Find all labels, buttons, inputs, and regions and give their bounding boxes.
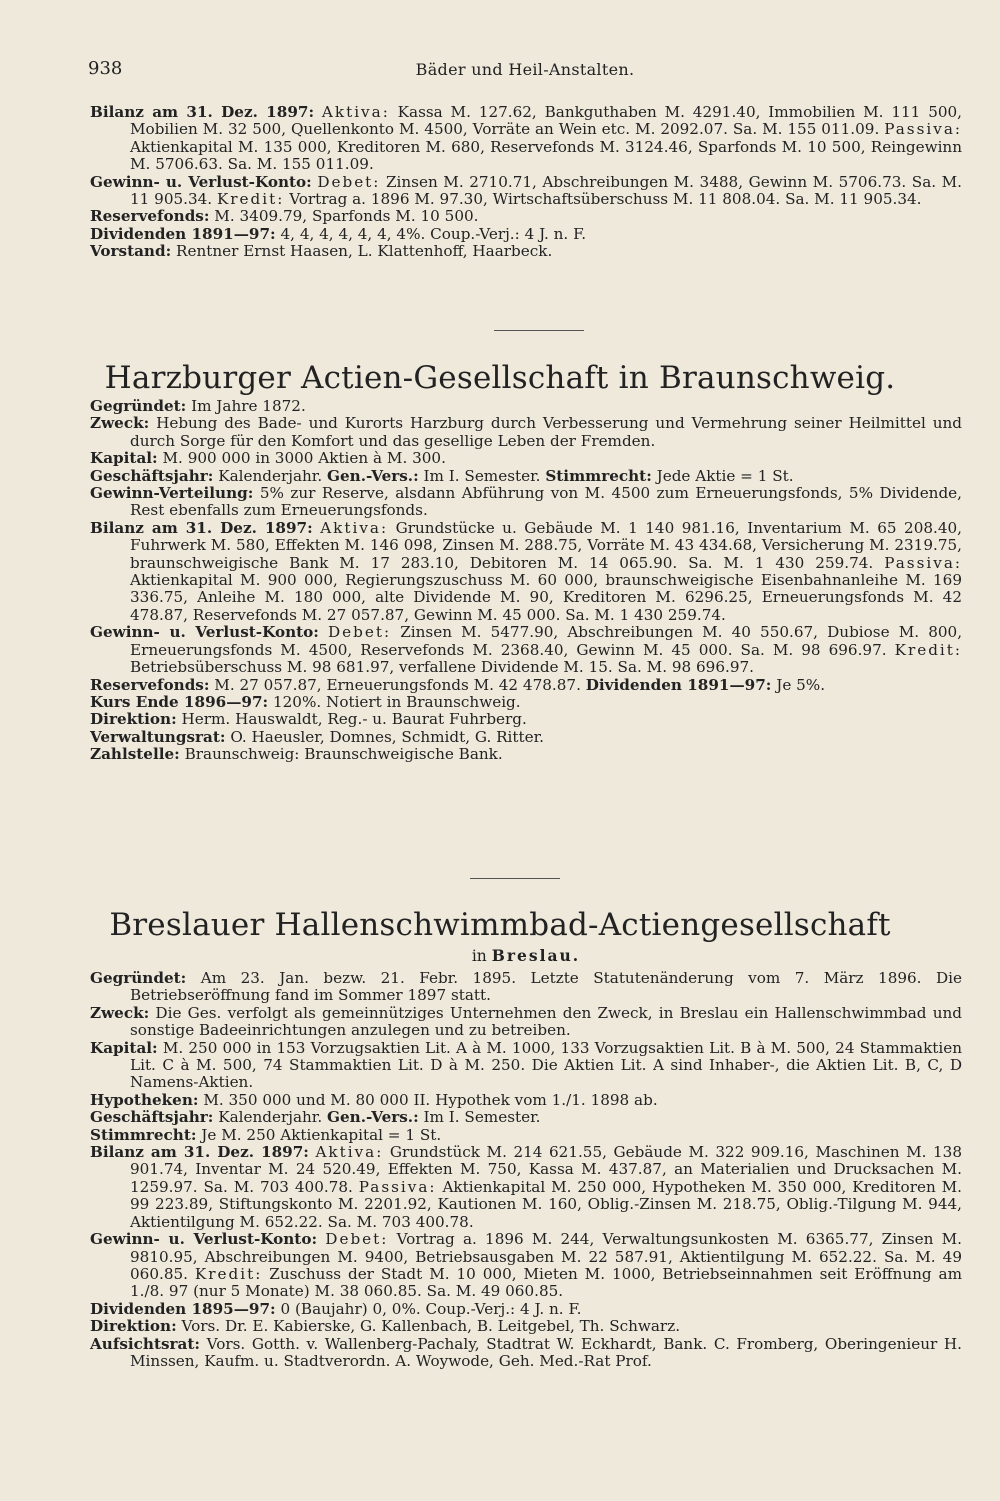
breslauer-hypotheken: Hypotheken: M. 350 000 und M. 80 000 II. Hypothek vom 1./1. 1898 ab. [90,1090,658,1109]
harzburger-gewinnverteilung: Gewinn-Verteilung: 5% zur Reserve, alsdann Abführung von M. 4500 zum Erneuerungsfonds, 5% Dividende, Rest ebenfalls zum Erneuerungsfonds. [90,484,962,520]
prev-dividenden: Dividenden 1891—97: 4, 4, 4, 4, 4, 4, 4%. Coup.-Verj.: 4 J. n. F. [90,224,587,243]
breslauer-bilanz: Bilanz am 31. Dez. 1897: Aktiva: Grundstück M. 214 621.55, Gebäude M. 322 909.16, Maschinen M. 138 901.74, Inventar M. 24 520.49, Effekten M. 750, Kassa M. 437.87, an Materialien und Drucksachen M. 1259.97. Sa. M. 703 400.78. Passiva: Aktienkapital M. 250 000, Hypotheken M. 350 000, Kreditoren M. 99 223.89, Stiftungskonto M. 2201.92, Kautionen M. 160, Oblig.-Zinsen M. 218.75, Oblig.-Tilgung M. 944, Aktientilgung M. 652.22. Sa. M. 703 400.78. [90,1143,963,1231]
prev-guv: Gewinn- u. Verlust-Konto: Debet: Zinsen M. 2710.71, Abschreibungen M. 3488, Gewinn M. 5706.73. Sa. M. 11 905.34. Kredit: Vortrag a. 1896 M. 97.30, Wirtschaftsüberschuss M. 11 808.04. Sa. M. 11 905.34. [90,172,963,209]
prev-reservefonds: Reservefonds: M. 3409.79, Sparfonds M. 10 500. [90,207,479,226]
harzburger-direktion: Direktion: Herm. Hauswaldt, Reg.- u. Baurat Fuhrberg. [90,710,527,729]
section-divider [494,330,584,331]
breslauer-entry [90,970,962,1370]
harzburger-verwaltungsrat: Verwaltungsrat: O. Haeusler, Domnes, Schmidt, G. Ritter. [90,727,545,746]
company-title-breslauer: Breslauer Hallenschwimmbad-Actiengesellschaft [109,907,891,943]
harzburger-kapital: Kapital: M. 900 000 in 3000 Aktien à M. 300. [90,449,446,468]
breslauer-dividenden: Dividenden 1895—97: 0 (Baujahr) 0, 0%. Coup.-Verj.: 4 J. n. F. [90,1299,582,1318]
harzburger-kurs: Kurs Ende 1896—97: 120%. Notiert in Braunschweig. [90,692,521,711]
previous-entry [90,104,962,261]
breslauer-gegruendet: Gegründet: Am 23. Jan. bezw. 21. Febr. 1895. Letzte Statutenänderung vom 7. März 1896. Die Betriebseröffnung fand im Sommer 1897 statt. [90,969,963,1005]
prev-bilanz: Bilanz am 31. Dez. 1897: Aktiva: Kassa M. 127.62, Bankguthaben M. 4291.40, Immobilien M. 111 500, Mobilien M. 32 500, Quellenkonto M. 4500, Vorräte an Wein etc. M. 2092.07. Sa. M. 155 011.09. Passiva: Aktienkapital M. 135 000, Kreditoren M. 680, Reservefonds M. 3124.46, Sparfonds M. 10 500, Reingewinn M. 5706.63. Sa. M. 155 011.09. [90,103,963,174]
breslauer-aufsichtsrat: Aufsichtsrat: Vors. Gotth. v. Wallenberg-Pachaly, Stadtrat W. Eckhardt, Bank. C. Fromberg, Oberingenieur H. Minssen, Kaufm. u. Stadtverordn. A. Woywode, Geh. Med.-Rat Prof. [90,1334,962,1370]
prev-vorstand: Vorstand: Rentner Ernst Haasen, L. Klattenhoff, Haarbeck. [90,242,553,261]
harzburger-bilanz: Bilanz am 31. Dez. 1897: Aktiva: Grundstücke u. Gebäude M. 1 140 981.16, Inventarium M. 65 208.40, Fuhrwerk M. 580, Effekten M. 146 098, Zinsen M. 288.75, Vorräte M. 43 434.68, Versicherung M. 2319.75, braunschweigische Bank M. 17 283.10, Debitoren M. 14 065.90. Sa. M. 1 430 259.74. Passiva: Aktienkapital M. 900 000, Regierungszuschuss M. 60 000, braunschweigische Eisenbahnanleihe M. 169 336.75, Anleihe M. 180 000, alte Dividende M. 90, Kreditoren M. 6296.25, Erneuerungsfonds M. 42 478.87, Reservefonds M. 27 057.87, Gewinn M. 45 000. Sa. M. 1 430 259.74. [90,518,963,624]
page-number: 938 [88,58,123,79]
harzburger-gegruendet: Gegründet: Im Jahre 1872. [90,397,306,415]
harzburger-zweck: Zweck: Hebung des Bade- und Kurorts Harzburg durch Verbesserung und Vermehrung seiner Heilmittel und durch Sorge für den Komfort und das gesellige Leben der Fremden. [90,414,962,450]
section-divider [470,878,560,879]
breslauer-kapital: Kapital: M. 250 000 in 153 Vorzugsaktien Lit. A à M. 1000, 133 Vorzugsaktien Lit. B à M. 500, 24 Stammaktien Lit. C à M. 500, 74 Stammaktien Lit. D à M. 250. Die Aktien Lit. A sind Inhaber-, die Aktien Lit. B, C, D Namens-Aktien. [90,1038,962,1092]
harzburger-reservefonds: Reservefonds: M. 27 057.87, Erneuerungsfonds M. 42 478.87. Dividenden 1891—97: Je 5%. [90,675,826,694]
breslauer-zweck: Zweck: Die Ges. verfolgt als gemeinnütziges Unternehmen den Zweck, in Breslau ein Hallenschwimmbad und sonstige Badeeinrichtungen anzulegen und zu betreiben. [90,1003,962,1040]
breslauer-geschaeftsjahr: Geschäftsjahr: Kalenderjahr. Gen.-Vers.: Im I. Semester. [90,1108,541,1127]
harzburger-entry [90,398,962,764]
company-title-harzburger: Harzburger Actien-Gesellschaft in Braunschweig. [104,360,896,396]
breslauer-guv: Gewinn- u. Verlust-Konto: Debet: Vortrag a. 1896 M. 244, Verwaltungsunkosten M. 6365.77, Zinsen M. 9810.95, Abschreibungen M. 9400, Betriebsausgaben M. 22 587.91, Aktientilgung M. 652.22. Sa. M. 49 060.85. Kredit: Zuschuss der Stadt M. 10 000, Mieten M. 1000, Betriebseinnahmen seit Eröffnung am 1./8. 97 (nur 5 Monate) M. 38 060.85. Sa. M. 49 060.85. [90,1230,963,1301]
company-location: in Breslau. [471,946,581,965]
harzburger-guv: Gewinn- u. Verlust-Konto: Debet: Zinsen M. 5477.90, Abschreibungen M. 40 550.67, Dubiose M. 800, Erneuerungsfonds M. 4500, Reservefonds M. 2368.40, Gewinn M. 45 000. Sa. M. 98 696.97. Kredit: Betriebsüberschuss M. 98 681.97, verfallene Dividende M. 15. Sa. M. 98 696.97. [90,623,963,677]
page-header [88,58,962,82]
breslauer-direktion: Direktion: Vors. Dr. E. Kabierske, G. Kallenbach, B. Leitgebel, Th. Schwarz. [90,1317,681,1336]
breslauer-stimmrecht: Stimmrecht: Je M. 250 Aktienkapital = 1 St. [90,1125,442,1144]
harzburger-zahlstelle: Zahlstelle: Braunschweig: Braunschweigische Bank. [90,745,503,764]
harzburger-geschaeftsjahr: Geschäftsjahr: Kalenderjahr. Gen.-Vers.: Im I. Semester. Stimmrecht: Jede Aktie = 1 St. [90,466,794,485]
running-title: Bäder und Heil-Anstalten. [415,60,635,79]
